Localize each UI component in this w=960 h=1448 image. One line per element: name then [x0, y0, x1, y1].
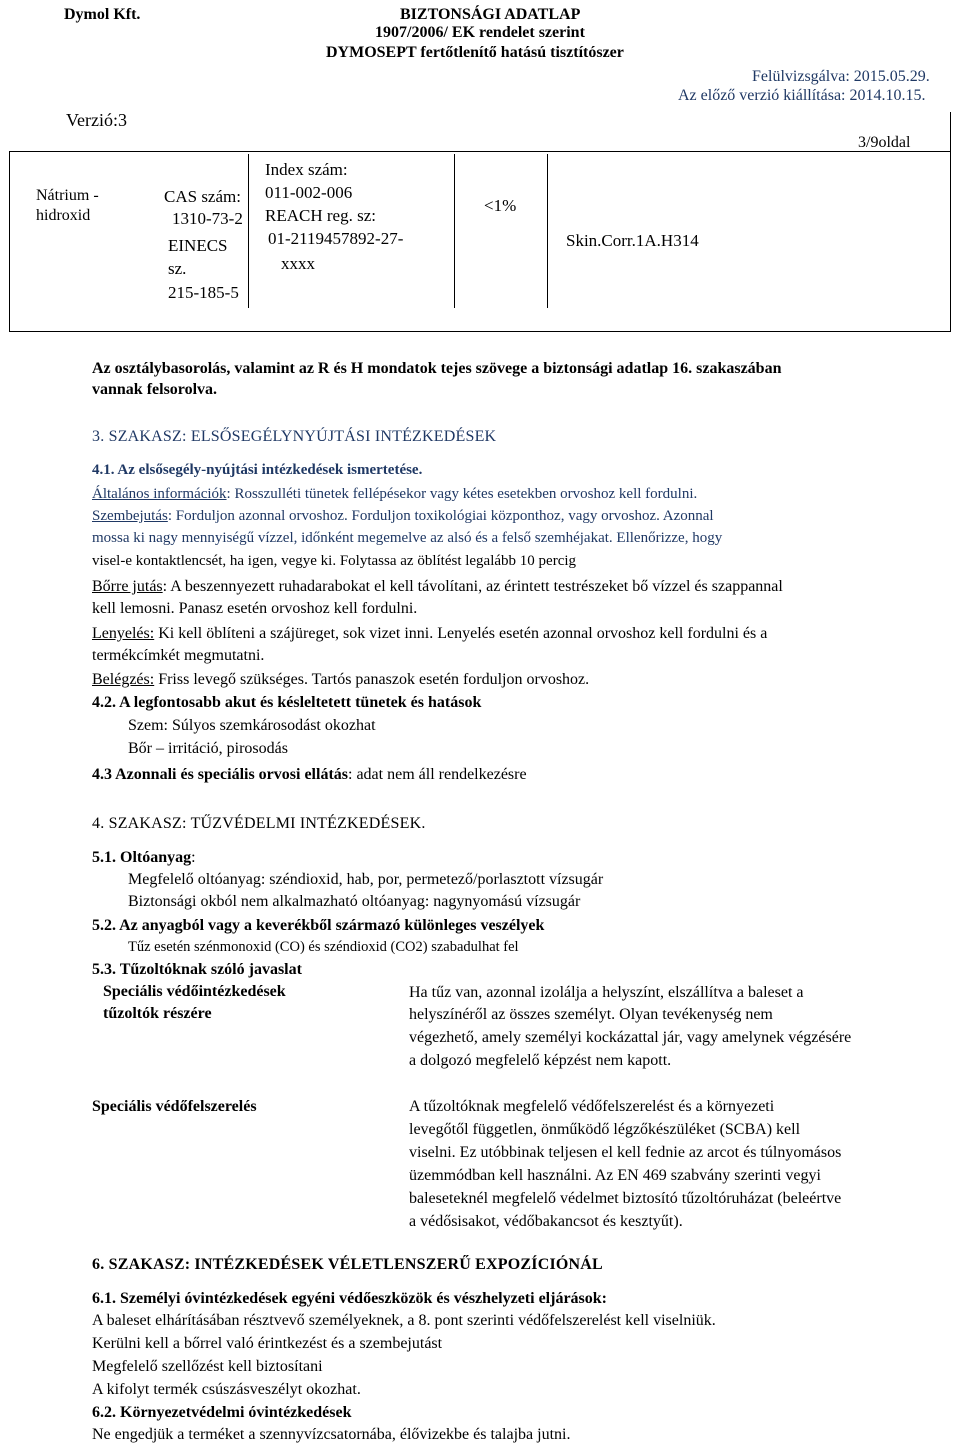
- environmental-precaution: Ne engedjük a terméket a szennyvízcsatornába, élővizekbe és talajba jutni.: [92, 1426, 571, 1443]
- einecs-number: 215-185-5: [168, 283, 239, 302]
- subsection-5-3: 5.3. Tűzoltóknak szóló javaslat: [92, 961, 302, 978]
- document-title: BIZTONSÁGI ADATLAP: [400, 6, 581, 23]
- table-left-border: [9, 151, 10, 332]
- personal-precaution: Megfelelő szellőzést kell biztosítani: [92, 1358, 323, 1375]
- personal-precaution: A baleset elhárításában résztvevő személyeknek, a 8. pont szerinti védőfelszerelést kell viselniük.: [92, 1312, 716, 1329]
- subsection-6-2: 6.2. Környezetvédelmi óvintézkedések: [92, 1404, 352, 1421]
- eye-contact-text: mossa ki nagy mennyiségű vízzel, időnként megemelve az alsó és a felső szemhéjakat. Ellenőrizze, hogy: [92, 530, 723, 546]
- reach-label: REACH reg. sz:: [265, 206, 376, 225]
- special-measures-text: végezhető, amely személyi kockázattal jár, vagy amelynek végzésére: [409, 1029, 852, 1046]
- special-measures-label: Speciális védőintézkedések: [103, 983, 286, 1000]
- classification-note: Az osztálybasorolás, valamint az R és H mondatok tejes szövege a biztonsági adatlap 16. szakaszában: [92, 360, 782, 377]
- special-equipment-text: viselni. Ez utóbbinak teljesen el kell fednie az arcot és túlnyomásos: [409, 1144, 842, 1161]
- subsection-5-2: 5.2. Az anyagból vagy a keverékből származó különleges veszélyek: [92, 917, 545, 934]
- index-label: Index szám:: [265, 160, 348, 179]
- special-measures-text: Ha tűz van, azonnal izolálja a helyszínt, elszállítva a baleset a: [409, 984, 804, 1001]
- skin-contact-line: [92, 578, 783, 596]
- company-name: Dymol Kft.: [64, 6, 141, 23]
- special-measures-label: tűzoltók részére: [103, 1005, 212, 1022]
- special-equipment-text: baleseteknél megfelelő védelmet biztosító tűzoltóruházat (beleértve: [409, 1190, 842, 1207]
- general-info-text: : Rosszulléti tünetek fellépésekor vagy kétes esetekben orvoshoz kell fordulni.: [226, 486, 698, 502]
- subsection-4-3-text: : adat nem áll rendelkezésre: [348, 766, 527, 783]
- special-equipment-text: a védősisakot, védőbakancsot és kesztyűt).: [409, 1213, 683, 1230]
- eye-contact-text: : Forduljon azonnal orvoshoz. Forduljon toxikológiai központhoz, vagy orvoshoz. Azonnal: [167, 508, 714, 524]
- subsection-4-3-title: 4.3 Azonnali és speciális orvosi ellátás: [92, 766, 348, 783]
- concentration: <1%: [484, 196, 517, 215]
- subsection-6-1: 6.1. Személyi óvintézkedések egyéni védőeszközök és vészhelyzeti eljárások:: [92, 1290, 608, 1307]
- skin-contact-text: kell lemosni. Panasz esetén orvoshoz kell fordulni.: [92, 600, 418, 617]
- regulation: 1907/2006/ EK rendelet szerint: [375, 24, 585, 41]
- ingestion-line: [92, 625, 767, 643]
- classification: Skin.Corr.1A.H314: [566, 231, 699, 250]
- table-col-divider: [248, 154, 249, 308]
- subsection-5-1-colon: :: [191, 849, 196, 866]
- reach-number: xxxx: [281, 254, 315, 273]
- table-right-border: [950, 112, 951, 332]
- special-equipment-text: A tűzoltóknak megfelelő védőfelszerelést és a környezeti: [409, 1098, 775, 1115]
- general-info-label: Általános információk: [92, 486, 227, 502]
- skin-contact-label: Bőrre jutás: [92, 578, 163, 595]
- special-measures-text: a dolgozó megfelelő képzést nem kapott.: [409, 1052, 672, 1069]
- fire-hazard-text: Tűz esetén szénmonoxid (CO) és széndioxid (CO2) szabadulhat fel: [128, 939, 519, 955]
- eye-contact-label: Szembejutás: [92, 508, 168, 524]
- cas-number: 1310-73-2: [172, 209, 243, 228]
- einecs-sz: sz.: [168, 259, 187, 278]
- reach-number: 01-2119457892-27-: [268, 229, 404, 248]
- table-col-divider: [547, 154, 548, 308]
- table-bottom-border: [9, 331, 950, 332]
- section-3-heading: 3. SZAKASZ: ELSŐSEGÉLYNYÚJTÁSI INTÉZKEDÉSEK: [92, 428, 497, 445]
- section-4-heading: 4. SZAKASZ: TŰZVÉDELMI INTÉZKEDÉSEK.: [92, 815, 426, 832]
- eye-contact-line: [92, 508, 714, 525]
- previous-version-date: Az előző verzió kiállítása: 2014.10.15.: [678, 87, 926, 104]
- unsuitable-media: Biztonsági okból nem alkalmazható oltóanyag: nagynyomású vízsugár: [128, 893, 581, 910]
- eye-contact-text: visel-e kontaktlencsét, ha igen, vegye ki. Folytassa az öblítést legalább 10 percig: [92, 553, 577, 569]
- inhalation-label: Belégzés:: [92, 671, 155, 688]
- skin-contact-text: : A beszennyezett ruhadarabokat el kell távolítani, az érintett testrészeket bő vízzel és szappannal: [162, 578, 783, 595]
- special-equipment-label: Speciális védőfelszerelés: [92, 1098, 257, 1115]
- page-number: 3/9oldal: [858, 134, 911, 151]
- ingestion-label: Lenyelés:: [92, 625, 155, 642]
- subsection-4-3: [92, 766, 527, 784]
- table-col-divider: [454, 154, 455, 308]
- subsection-4-2: 4.2. A legfontosabb akut és késleltetett tünetek és hatások: [92, 694, 482, 711]
- general-info-line: [92, 486, 697, 503]
- personal-precaution: Kerülni kell a bőrrel való érintkezést és a szembejutást: [92, 1335, 443, 1352]
- index-number: 011-002-006: [265, 183, 353, 202]
- ingestion-text: Ki kell öblíteni a szájüreget, sok vizet inni. Lenyelés esetén azonnal orvoshoz kell fordulni és a: [154, 625, 768, 642]
- ingestion-text: termékcímkét megmutatni.: [92, 647, 265, 664]
- eye-effect: Szem: Súlyos szemkárosodást okozhat: [128, 717, 376, 734]
- subsection-5-1-title: 5.1. Oltóanyag: [92, 849, 192, 866]
- revision-date: Felülvizsgálva: 2015.05.29.: [752, 68, 930, 85]
- subsection-5-1: [92, 849, 196, 867]
- skin-effect: Bőr – irritáció, pirosodás: [128, 740, 288, 757]
- product-name: DYMOSEPT fertőtlenítő hatású tisztítószer: [326, 44, 624, 61]
- substance-name: Nátrium -: [36, 187, 99, 204]
- special-equipment-text: üzemmódban kell használni. Az EN 469 szabvány szerinti vegyi: [409, 1167, 821, 1184]
- inhalation-text: Friss levegő szükséges. Tartós panaszok esetén forduljon orvoshoz.: [154, 671, 590, 688]
- suitable-media: Megfelelő oltóanyag: széndioxid, hab, por, permetező/porlasztott vízsugár: [128, 871, 604, 888]
- personal-precaution: A kifolyt termék csúszásveszélyt okozhat.: [92, 1381, 361, 1398]
- special-measures-text: helyszínéről az összes személyt. Olyan tevékenység nem: [409, 1006, 773, 1023]
- section-6-heading: 6. SZAKASZ: INTÉZKEDÉSEK VÉLETLENSZERŰ EXPOZÍCIÓNÁL: [92, 1256, 603, 1273]
- cas-label: CAS szám:: [164, 187, 241, 206]
- classification-note: vannak felsorolva.: [92, 381, 218, 398]
- version-label: Verzió:3: [66, 110, 127, 130]
- special-equipment-text: levegőtől független, önműködő légzőkészüléket (SCBA) kell: [409, 1121, 801, 1138]
- inhalation-line: [92, 671, 589, 689]
- einecs-label: EINECS: [168, 236, 228, 255]
- table-top-border: [9, 151, 950, 152]
- substance-name: hidroxid: [36, 207, 91, 224]
- subsection-4-1: 4.1. Az elsősegély-nyújtási intézkedések ismertetése.: [92, 462, 423, 478]
